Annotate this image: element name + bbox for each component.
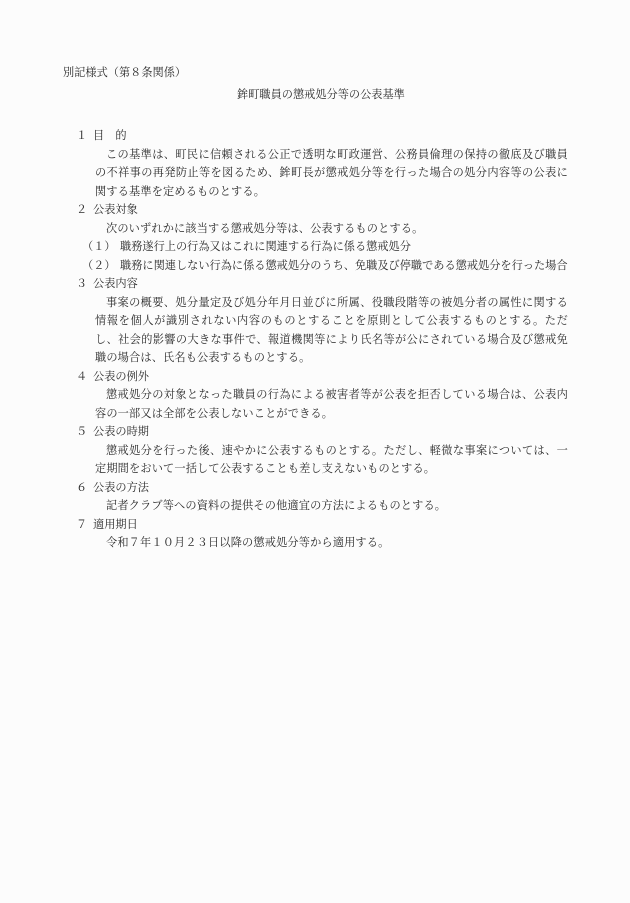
section-scope: [76, 201, 568, 275]
section-number: ５: [76, 425, 88, 438]
section-heading: 公表対象: [93, 203, 138, 216]
section-effective-date: [76, 516, 568, 553]
section-number: ３: [76, 277, 88, 290]
section-number: ６: [76, 480, 88, 494]
section-heading: 公表の方法: [93, 480, 149, 494]
section-number: ２: [76, 203, 88, 216]
section-heading: 目 的: [93, 129, 127, 142]
section-body: 懲戒処分を行った後、速やかに公表するものとする。ただし、軽微な事案については、一定期間をおいて一括して公表することも差し支えないものとする。: [95, 443, 568, 475]
document-body: [76, 127, 568, 553]
section-content: [76, 275, 568, 368]
list-item: [82, 257, 568, 276]
section-purpose: [76, 127, 568, 201]
section-timing: [76, 423, 568, 479]
section-heading: 公表の例外: [93, 369, 149, 383]
section-exceptions: [76, 368, 568, 424]
section-number: ４: [76, 369, 88, 383]
list-item-number: （２）: [82, 258, 116, 272]
section-number: ７: [76, 517, 88, 531]
section-body: 事案の概要、処分量定及び処分年月日並びに所属、役職段階等の被処分者の属性に関する情報を個人が識別されない内容のものとすることを原則として公表するものとする。ただし、社会的影響の大きな事件で、報道機関等により氏名等が公にされている場合及び懲戒免職の場合は、氏名も公表するものとする。: [95, 295, 568, 364]
list-item-text: 職務に関連しない行為に係る懲戒処分のうち、免職及び停職である懲戒処分を行った場合: [120, 258, 568, 272]
section-body: 記者クラブ等への資料の提供その他適宜の方法によるものとする。: [106, 499, 447, 512]
list-item-number: （１）: [82, 240, 116, 253]
section-body: 懲戒処分の対象となった職員の行為による被害者等が公表を拒否している場合は、公表内容の一部又は全部を公表しないことができる。: [95, 388, 568, 420]
section-method: [76, 479, 568, 516]
form-label: 別記様式（第８条関係）: [63, 66, 187, 79]
section-heading: 公表の時期: [93, 425, 149, 438]
section-heading: 適用期日: [93, 517, 138, 531]
list-item: [82, 238, 568, 257]
section-body: 令和７年１０月２３日以降の懲戒処分等から適用する。: [106, 536, 390, 549]
list-item-text: 職務遂行上の行為又はこれに関連する行為に係る懲戒処分: [120, 240, 411, 253]
section-body: 次のいずれかに該当する懲戒処分等は、公表するものとする。: [106, 221, 424, 235]
section-body: この基準は、町民に信頼される公正で透明な町政運営、公務員倫理の保持の徹底及び職員の不祥事の再発防止等を図るため、鉾町長が懲戒処分等を行った場合の処分内容等の公表に関する基準を定めるものとする。: [95, 147, 568, 198]
document-title: 鉾町職員の懲戒処分等の公表基準: [237, 88, 405, 101]
section-number: １: [76, 129, 88, 142]
section-heading: 公表内容: [93, 277, 138, 290]
